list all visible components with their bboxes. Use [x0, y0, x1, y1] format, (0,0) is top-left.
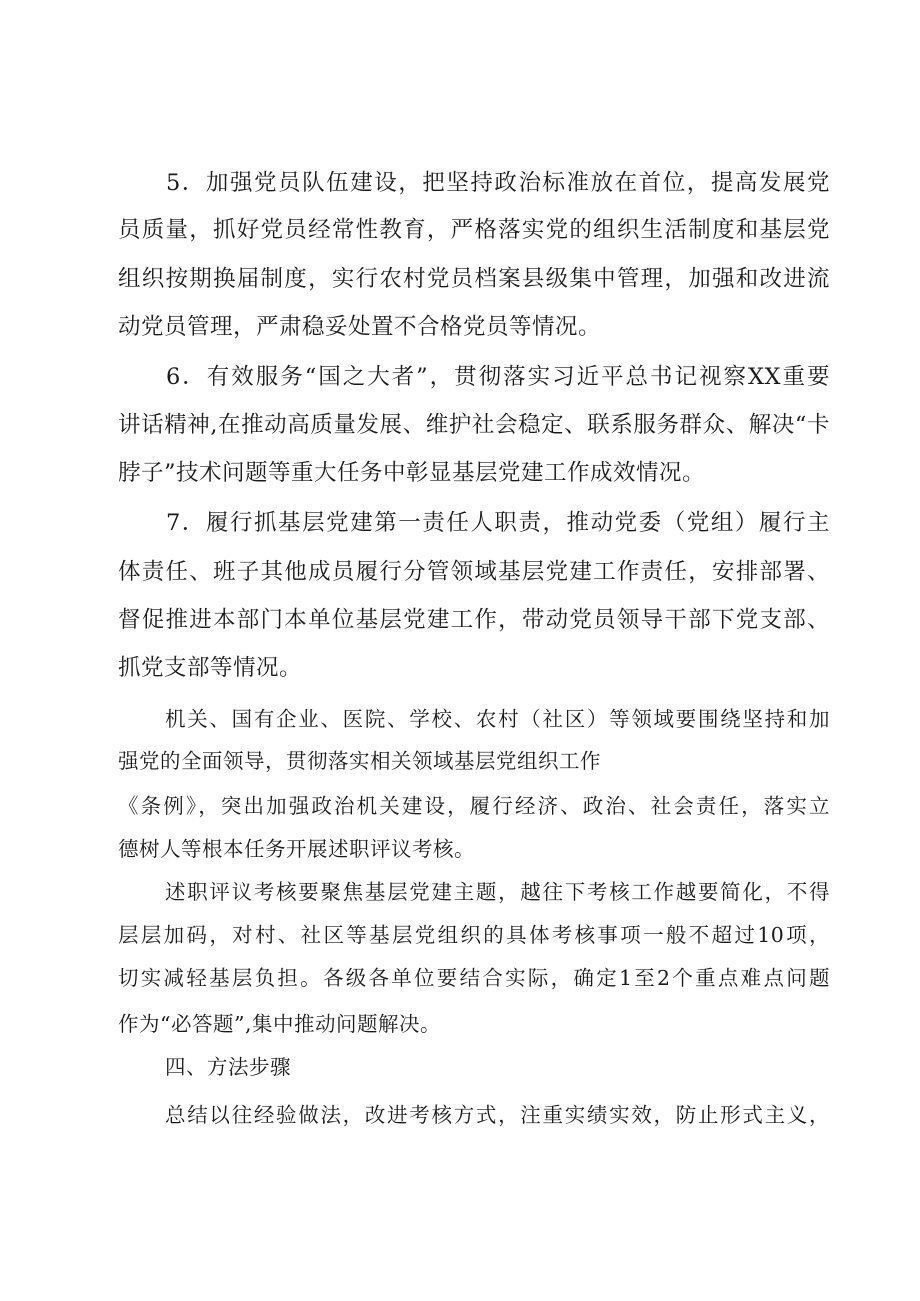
- method-paragraph-line-1: 总结以往经验做法，改进考核方式，注重实绩实效，防止形式主义，: [165, 1103, 830, 1127]
- fields-paragraph-line-1: 机关、国有企业、医院、学校、农村（社区）等领域要围绕坚持和加: [165, 707, 830, 731]
- item-5-line-2: 员质量，抓好党员经常性教育，严格落实党的组织生活制度和基层党: [118, 217, 830, 243]
- item-7-line-3: 督促推进本部门本单位基层党建工作，带动党员领导干部下党支部、: [118, 607, 830, 633]
- item-7-line-4: 抓党支部等情况。: [118, 655, 303, 681]
- item-5-line-4: 动党员管理，严肃稳妥处置不合格党员等情况。: [118, 314, 602, 340]
- fields-paragraph-line-4: 德树人等根本任务开展述职评议考核。: [118, 837, 475, 861]
- fields-paragraph-line-3: 《条例》，突出加强政治机关建设，履行经济、政治、社会责任，落实立: [118, 794, 830, 818]
- focus-paragraph-line-4: 作为“必答题”,集中推动问题解决。: [118, 1012, 441, 1036]
- item-6-line-2: 讲话精神,在推动高质量发展、维护社会稳定、联系服务群众、解决“卡: [118, 412, 830, 438]
- item-5-line-3: 组织按期换届制度，实行农村党员档案县级集中管理，加强和改进流: [118, 266, 830, 292]
- item-7-line-1: 7．履行抓基层党建第一责任人职责，推动党委（党组）履行主: [166, 510, 830, 536]
- fields-paragraph-line-2: 强党的全面领导，贯彻落实相关领域基层党组织工作: [118, 749, 601, 773]
- item-6-line-3: 脖子”技术问题等重大任务中彰显基层党建工作成效情况。: [118, 460, 706, 486]
- section-heading: 四、方法步骤: [165, 1055, 291, 1079]
- focus-paragraph-line-1: 述职评议考核要聚焦基层党建主题，越往下考核工作越要简化，不得: [165, 880, 830, 904]
- focus-paragraph-line-2: 层层加码，对村、社区等基层党组织的具体考核事项一般不超过10项，: [118, 923, 830, 947]
- item-6-line-1: 6．有效服务“国之大者”，贯彻落实习近平总书记视察XX重要: [166, 364, 830, 390]
- focus-paragraph-line-3: 切实减轻基层负担。各级各单位要结合实际，确定1至2个重点难点问题: [118, 966, 830, 990]
- item-7-line-2: 体责任、班子其他成员履行分管领域基层党建工作责任，安排部署、: [118, 559, 830, 585]
- item-5-line-1: 5．加强党员队伍建设，把坚持政治标准放在首位，提高发展党: [166, 170, 830, 196]
